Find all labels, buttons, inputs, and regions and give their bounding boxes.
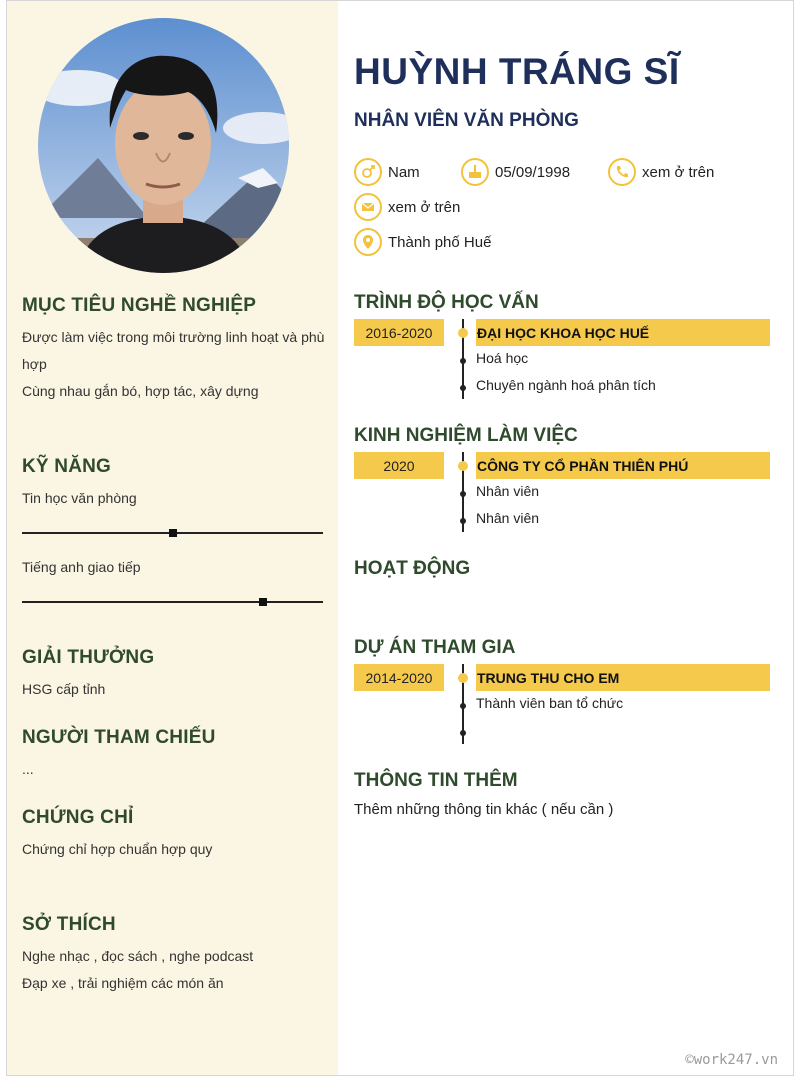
education-detail-1: Hoá học xyxy=(476,350,529,366)
projects-dot xyxy=(458,673,468,683)
objective-line-1: Được làm việc trong môi trường linh hoạt và phù hợp xyxy=(22,329,325,372)
education-dot xyxy=(458,328,468,338)
skills-title: KỸ NĂNG xyxy=(22,456,112,477)
certificates-text: Chứng chỉ hợp chuẩn hợp quy xyxy=(22,841,213,857)
education-title: TRÌNH ĐỘ HỌC VẤN xyxy=(354,292,539,313)
map-pin-icon xyxy=(354,228,382,256)
timeline-dot xyxy=(460,358,466,364)
skill-bar-2 xyxy=(22,601,323,603)
projects-name: TRUNG THU CHO EM xyxy=(476,664,770,691)
cake-icon xyxy=(461,158,489,186)
hobbies-line-2: Đạp xe , trải nghiệm các món ăn xyxy=(22,975,224,991)
skill-knob-2 xyxy=(259,598,267,606)
info-address xyxy=(354,228,491,256)
skill-bar-1 xyxy=(22,532,323,534)
sidebar xyxy=(7,1,338,1075)
experience-title: KINH NGHIỆM LÀM VIỆC xyxy=(354,425,578,446)
gender-icon xyxy=(354,158,382,186)
experience-detail-2: Nhân viên xyxy=(476,510,540,526)
experience-company: CÔNG TY CỔ PHẦN THIÊN PHÚ xyxy=(476,452,770,479)
job-title: NHÂN VIÊN VĂN PHÒNG xyxy=(354,110,579,131)
envelope-icon xyxy=(354,193,382,221)
hobbies-title: SỞ THÍCH xyxy=(22,914,116,935)
experience-date: 2020 xyxy=(354,452,444,479)
certificates-title: CHỨNG CHỈ xyxy=(22,807,134,828)
projects-date: 2014-2020 xyxy=(354,664,444,691)
experience-detail-1: Nhân viên xyxy=(476,483,540,499)
timeline-dot xyxy=(460,730,466,736)
info-gender xyxy=(354,158,420,186)
info-email xyxy=(354,193,460,221)
timeline-dot xyxy=(460,703,466,709)
projects-title: DỰ ÁN THAM GIA xyxy=(354,637,516,658)
education-detail-2: Chuyên ngành hoá phân tích xyxy=(476,377,656,393)
projects-detail-1: Thành viên ban tổ chức xyxy=(476,695,624,711)
awards-text: HSG cấp tỉnh xyxy=(22,681,106,697)
phone-icon xyxy=(608,158,636,186)
address-value: Thành phố Huế xyxy=(388,233,492,251)
skill-name-1: Tin học văn phòng xyxy=(22,490,137,506)
education-date: 2016-2020 xyxy=(354,319,444,346)
watermark: ©work247.vn xyxy=(685,1052,778,1068)
main-content xyxy=(338,1,793,1075)
extra-title: THÔNG TIN THÊM xyxy=(354,770,518,791)
timeline-dot xyxy=(460,518,466,524)
hobbies-line-1: Nghe nhạc , đọc sách , nghe podcast xyxy=(22,948,254,964)
objective-title: MỤC TIÊU NGHỀ NGHIỆP xyxy=(22,295,257,316)
extra-text: Thêm những thông tin khác ( nếu cần ) xyxy=(354,801,614,818)
references-text: ... xyxy=(22,761,34,777)
skill-knob-1 xyxy=(169,529,177,537)
candidate-name: HUỲNH TRÁNG SĨ xyxy=(354,51,680,92)
timeline-dot xyxy=(460,385,466,391)
cv-page xyxy=(6,0,794,1076)
timeline-dot xyxy=(460,491,466,497)
info-phone xyxy=(608,158,714,186)
avatar xyxy=(38,18,289,273)
experience-dot xyxy=(458,461,468,471)
birthday-value: 05/09/1998 xyxy=(495,163,571,181)
phone-value: xem ở trên xyxy=(642,163,715,181)
activities-title: HOẠT ĐỘNG xyxy=(354,558,471,579)
references-title: NGƯỜI THAM CHIẾU xyxy=(22,727,216,748)
education-school: ĐẠI HỌC KHOA HỌC HUẾ xyxy=(476,319,770,346)
email-value: xem ở trên xyxy=(388,198,461,216)
gender-value: Nam xyxy=(388,163,420,181)
awards-title: GIẢI THƯỞNG xyxy=(22,647,155,668)
skill-name-2: Tiếng anh giao tiếp xyxy=(22,559,141,575)
info-birthday xyxy=(461,158,570,186)
objective-line-2: Cùng nhau gắn bó, hợp tác, xây dựng xyxy=(22,383,259,399)
